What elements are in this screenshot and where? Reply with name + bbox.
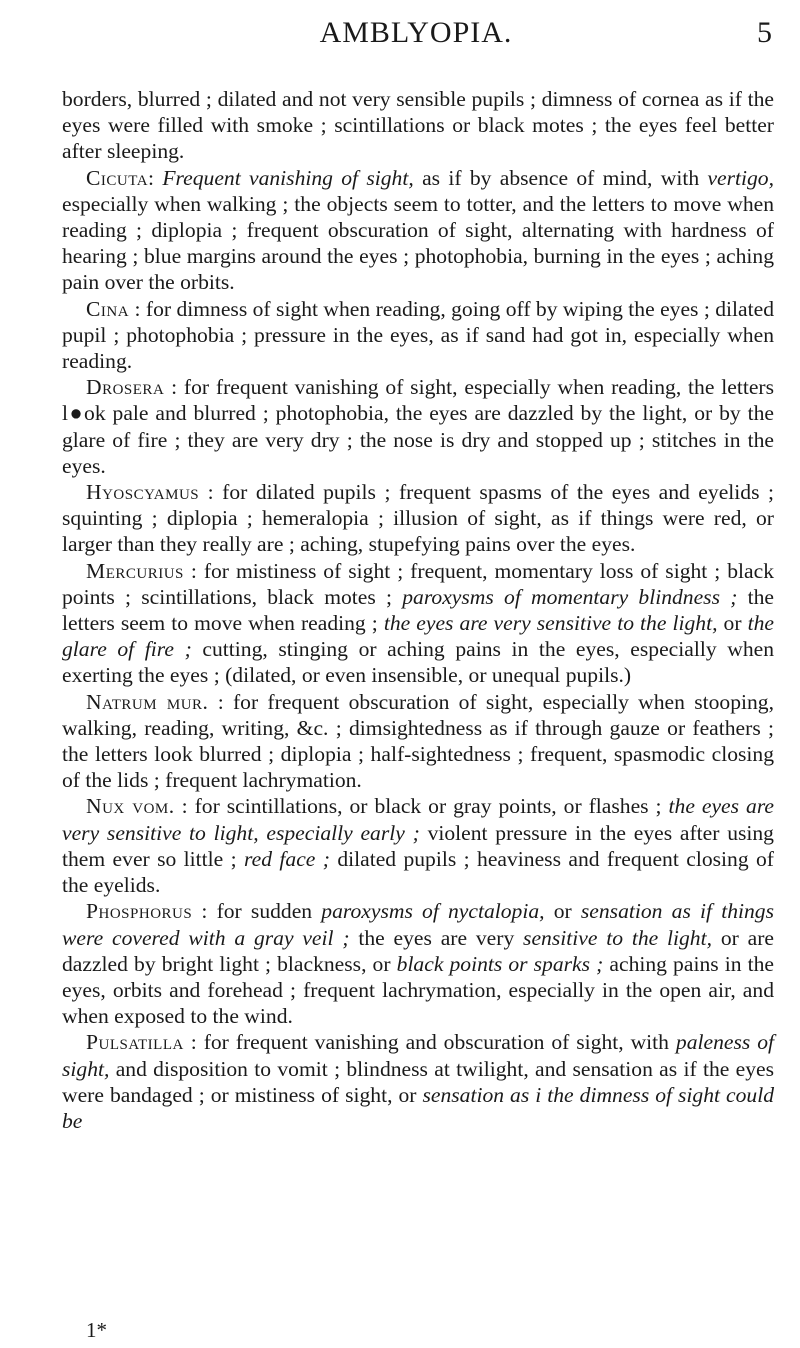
paragraph [62, 793, 774, 898]
italic-text: paleness of sight, [62, 1030, 774, 1081]
italic-text: paroxysms of momentary blindness ; [402, 584, 738, 609]
text-segment: : for dilated pupils ; frequent spasms of the eyes and eyelids ; squinting ; diplopia ; hemeralopia ; illusion of sight, as if things were red, or larger than they really are ; aching, stupefying pains over the eyes. [62, 480, 774, 557]
text-segment: : for frequent vanishing of sight, especially when reading, the letters l●ok pale and blurred ; photophobia, the eyes are dazzled by the light, or by the glare of fire ; they are very dry ; the nose is dry and stopped up ; stitches in the eyes. [62, 375, 774, 478]
italic-text: paroxysms of nyctalopia, [321, 899, 545, 924]
text-segment: especially when walking ; the objects seem to totter, and the letters to move when reading ; diplopia ; frequent obscuration of sight, alternating with hardness of hearing ; blue margins around the eyes ; photophobia, burning in the eyes ; aching pain over the orbits. [62, 191, 774, 295]
italic-text: Frequent vanishing of sight, [162, 165, 414, 190]
text-segment: or [544, 899, 581, 924]
remedy-name: Mercurius [86, 558, 184, 583]
paragraph [62, 165, 774, 296]
text-segment: and disposition to vomit ; blindness at twilight, and sensation as if the eyes were bandaged ; or mistiness of sight, or [62, 1056, 774, 1107]
italic-text: black points or sparks ; [396, 951, 604, 976]
italic-text: sensation as i the dimness of sight could be [62, 1082, 774, 1133]
text-segment: cutting, stinging or aching pains in the eyes, especially when exerting the eyes ; (dilated, or even insensible, or unequal pupils.) [62, 637, 774, 688]
italic-text: sensation as if things were covered with a gray veil ; [62, 899, 774, 950]
remedy-name: Cina [86, 296, 130, 321]
italic-text: red face ; [244, 846, 330, 871]
remedy-name: Phosphorus [86, 899, 193, 924]
signature-mark: 1* [86, 1318, 107, 1342]
text-segment: : for sudden [192, 899, 322, 924]
italic-text: the eyes are very sensitive to light, especially early ; [62, 794, 775, 845]
running-title: AMBLYOPIA. [319, 16, 513, 49]
paragraph [62, 689, 774, 794]
text-segment: : for frequent obscuration of sight, especially when stooping, walking, reading, writing, &c. ; dimsightedness as if through gauze or feathers ; the letters look blurred ; diplopia ; half-sightedness ; frequent, spasmodic closing of the lids ; frequent lachrymation. [62, 689, 774, 793]
italic-text: the eyes are very sensitive to the light, [383, 611, 718, 636]
page-body [62, 86, 774, 1134]
page-header [60, 16, 772, 56]
text-segment: as if by absence of mind, with [413, 165, 708, 190]
italic-text: the glare of fire ; [62, 611, 774, 662]
paragraph [62, 296, 774, 375]
text-segment: the eyes are very [349, 925, 524, 950]
page-number: 5 [757, 16, 772, 49]
remedy-name: Nux vom. [86, 794, 175, 819]
italic-text: sensitive to the light, [523, 925, 713, 950]
italic-text: vertigo, [707, 165, 775, 190]
text-segment: borders, blurred ; dilated and not very sensible pupils ; dimness of cornea as if the eyes were filled with smoke ; scintillations or black motes ; the eyes feel better after sleeping. [62, 87, 774, 164]
text-segment: violent pressure in the eyes after using them ever so little ; [62, 820, 774, 871]
text-segment: dilated pupils ; heaviness and frequent closing of the eyelids. [62, 846, 774, 898]
paragraph [62, 374, 774, 479]
remedy-name: Hyoscyamus [86, 480, 200, 505]
text-segment: or [717, 611, 748, 636]
paragraph [62, 1029, 774, 1134]
paragraph [62, 898, 774, 1029]
text-segment: the letters seem to move when reading ; [62, 584, 775, 636]
remedy-name: Natrum mur. [86, 689, 209, 714]
text-segment: : for dimness of sight when reading, going off by wiping the eyes ; dilated pupil ; photophobia ; pressure in the eyes, as if sand had got in, especially when reading. [62, 296, 774, 374]
paragraph [62, 558, 774, 689]
remedy-name: Drosera [86, 375, 165, 400]
paragraph [62, 86, 774, 165]
text-segment: : for frequent vanishing and obscuration of sight, with [183, 1030, 676, 1055]
text-segment: or are dazzled by bright light ; blackness, or [62, 925, 774, 976]
remedy-name: Cicuta [86, 165, 149, 190]
remedy-name: Pulsatilla [86, 1030, 184, 1055]
text-segment: aching pains in the eyes, orbits and forehead ; frequent lachrymation, especially in the open air, and when exposed to the wind. [62, 951, 774, 1029]
paragraph [62, 479, 774, 558]
text-segment: : [148, 165, 163, 190]
text-segment: : for scintillations, or black or gray points, or flashes ; [174, 794, 669, 819]
text-segment: : for mistiness of sight ; frequent, momentary loss of sight ; black points ; scintillations, black motes ; [62, 558, 774, 609]
